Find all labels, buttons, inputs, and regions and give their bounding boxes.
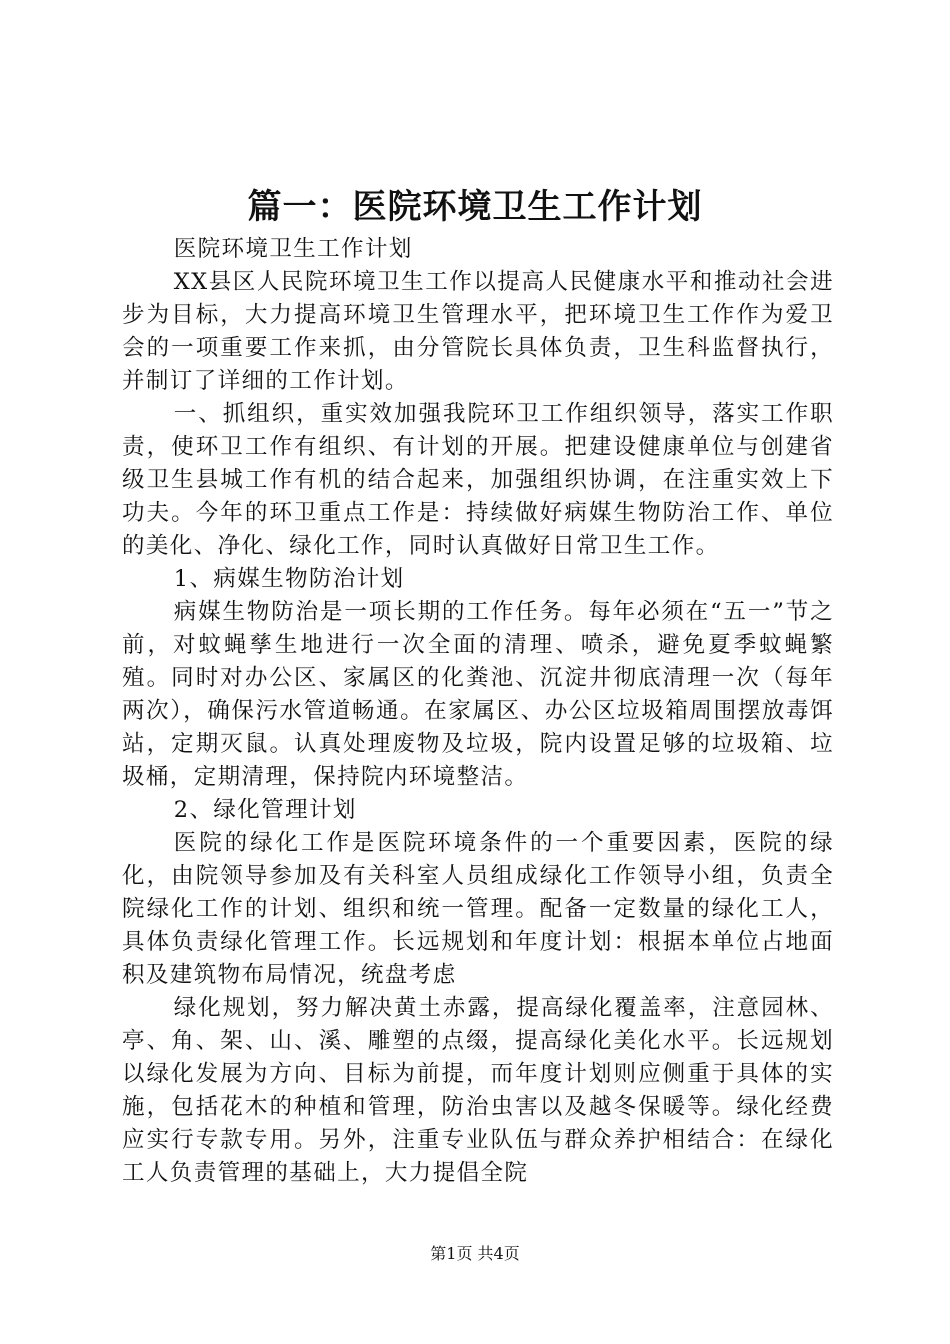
paragraph-vector-control: 病媒生物防治是一项长期的工作任务。每年必须在“五一”节之前，对蚊蝇孳生地进行一次全面的清理、喷杀，避免夏季蚊蝇繁殖。同时对办公区、家属区的化粪池、沉淀井彻底清理一次（每年两次），确保污水管道畅通。在家属区、办公区垃圾箱周围摆放毒饵站，定期灭鼠。认真处理废物及垃圾，院内设置足够的垃圾箱、垃圾桶，定期清理，保持院内环境整洁。 xyxy=(122,599,834,790)
heading-greening: 2、绿化管理计划 xyxy=(173,797,357,823)
paragraph-greening: 医院的绿化工作是医院环境条件的一个重要因素，医院的绿化，由院领导参加及有关科室人员组成绿化工作领导小组，负责全院绿化工作的计划、组织和统一管理。配备一定数量的绿化工人，具体负责绿化管理工作。长远规划和年度计划：根据本单位占地面积及建筑物布局情况，统盘考虑 xyxy=(122,830,834,988)
paragraph-subtitle: 医院环境卫生工作计划 xyxy=(173,236,413,262)
document-body xyxy=(122,233,834,1190)
paragraph-greening-plan: 绿化规划，努力解决黄土赤露，提高绿化覆盖率，注意园林、亭、角、架、山、溪、雕塑的点缀，提高绿化美化水平。长远规划以绿化发展为方向、目标为前提，而年度计划则应侧重于具体的实施，包括花木的种植和管理，防治虫害以及越冬保暖等。绿化经费应实行专款专用。另外，注重专业队伍与群众养护相结合：在绿化工人负责管理的基础上，大力提倡全院 xyxy=(122,995,834,1186)
paragraph-section-one: 一、抓组织，重实效加强我院环卫工作组织领导，落实工作职责，使环卫工作有组织、有计划的开展。把建设健康单位与创建省级卫生县城工作有机的结合起来，加强组织协调，在注重实效上下功夫。今年的环卫重点工作是：持续做好病媒生物防治工作、单位的美化、净化、绿化工作，同时认真做好日常卫生工作。 xyxy=(122,401,834,559)
document-title: 篇一：医院环境卫生工作计划 xyxy=(247,187,703,227)
heading-vector-control: 1、病媒生物防治计划 xyxy=(173,566,405,592)
paragraph-intro: XX县区人民院环境卫生工作以提高人民健康水平和推动社会进步为目标，大力提高环境卫生管理水平，把环境卫生工作作为爱卫会的一项重要工作来抓，由分管院长具体负责，卫生科监督执行，并制订了详细的工作计划。 xyxy=(122,269,834,394)
page-footer: 第1页 共4页 xyxy=(430,1244,520,1263)
